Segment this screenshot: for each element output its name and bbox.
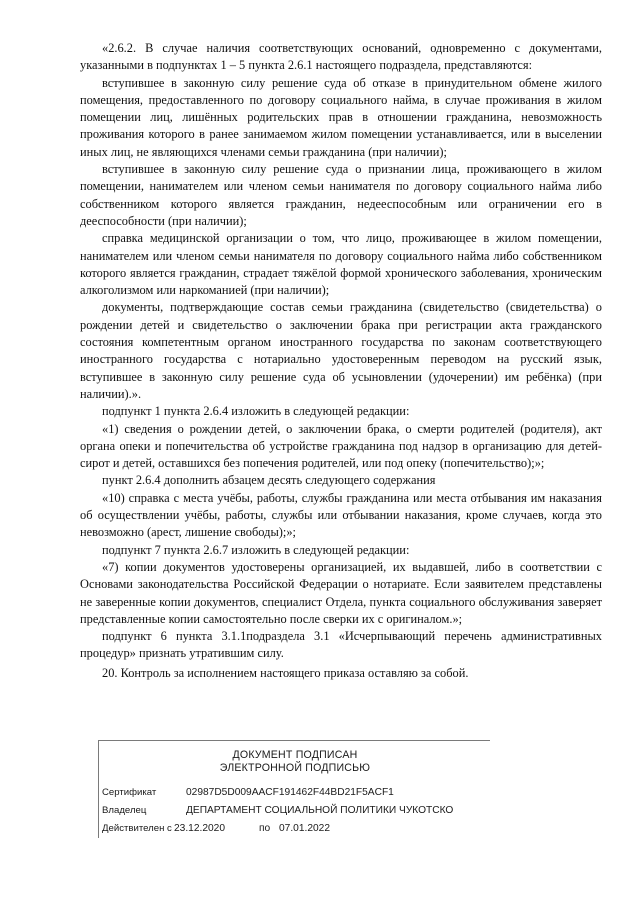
document-body — [80, 40, 602, 682]
owner-label: Владелец — [102, 805, 147, 816]
paragraph-control: 20. Контроль за исполнением настоящего приказа оставляю за собой. — [102, 665, 469, 680]
valid-from-date: 23.12.2020 — [174, 823, 225, 834]
paragraph-court-exchange: вступившее в законную силу решение суда об отказе в принудительном обмене жилого помещения, предоставленного по договору социального найма, в случае проживания в жилом помещении лиц, лишённых родительских прав в отношении гражданина, невозможность проживания которого в ранее занимаемом жилом помещении устанавливается, или в выселении иных лиц, не являющихся членами семьи гражданина (при наличии); — [80, 75, 602, 159]
paragraph-subpoint-7-intro: подпункт 7 пункта 2.6.7 изложить в следующей редакции: — [102, 542, 410, 557]
stamp-title-line-1: ДОКУМЕНТ ПОДПИСАН — [232, 749, 358, 761]
paragraph-subpoint-1-intro: подпункт 1 пункта 2.6.4 изложить в следующей редакции: — [102, 404, 410, 419]
stamp-title — [99, 749, 491, 774]
stamp-title-line-2: ЭЛЕКТРОННОЙ ПОДПИСЬЮ — [219, 761, 371, 774]
owner-value: ДЕПАРТАМЕНТ СОЦИАЛЬНОЙ ПОЛИТИКИ ЧУКОТСКО — [186, 805, 454, 816]
valid-separator: по — [259, 823, 271, 834]
paragraph-court-incapacity: вступившее в законную силу решение суда о признании лица, проживающего в жилом помещении, нанимателем или членом семьи нанимателя по договору социального найма либо собственником которого является гражданин, недееспособным или ограничении его в дееспособности (при наличии); — [80, 162, 602, 228]
paragraph-2-6-2: «2.6.2. В случае наличия соответствующих оснований, одновременно с документами, указанными в подпунктах 1 – 5 пункта 2.6.1 настоящего подраздела, представляются: — [80, 41, 602, 73]
electronic-signature-stamp — [98, 740, 490, 838]
valid-label: Действителен с — [102, 823, 172, 834]
paragraph-subpoint-6-repeal: подпункт 6 пункта 3.1.1подраздела 3.1 «Исчерпывающий перечень административных процедур» признать утратившим силу. — [80, 629, 602, 661]
paragraph-family-documents: документы, подтверждающие состав семьи гражданина (свидетельство (свидетельства) о рождении детей и свидетельство о заключении брака при регистрации акта гражданского состояния компетентным органом иностранного государства по законам соответствующего иностранного государства с нотариально удостоверенным переводом на русский язык, вступившее в законную силу решение суда об усыновлении (удочерении) им ребёнка) (при наличии).». — [80, 300, 602, 401]
certificate-label: Сертификат — [102, 787, 157, 798]
paragraph-subpoint-7-text: «7) копии документов удостоверены организацией, их выдавшей, либо в соответствии с Основами законодательства Российской Федерации о нотариате. Если заявителем представлены не заверенные копии документов, специалист Отдела, пункта социального обслуживания заверяет представленные копии самостоятельно после сверки их с оригиналом.»; — [80, 559, 602, 626]
paragraph-medical-certificate: справка медицинской организации о том, что лицо, проживающее в жилом помещении, нанимателем или членом семьи нанимателя по договору социального найма либо собственником которого является гражданин, страдает тяжёлой формой хронического заболевания, хроническим алкоголизмом или наркоманией (при наличии); — [80, 231, 602, 298]
paragraph-subpoint-1-text: «1) сведения о рождении детей, о заключении брака, о смерти родителей (родителя), акт органа опеки и попечительства об устройстве гражданина под надзор в организацию для детей-сирот и детей, оставшихся без попечения родителей, или под опеку (попечительство);»; — [80, 421, 602, 471]
valid-to-date: 07.01.2022 — [279, 823, 330, 834]
certificate-value: 02987D5D009AACF191462F44BD21F5ACF1 — [186, 787, 394, 798]
paragraph-point-10-text: «10) справка с места учёбы, работы, службы гражданина или места отбывания им наказания об осуществлении учёбы, работы, службы или отбывании наказания, кроме случаев, когда это невозможно (арест, лишение свободы);»; — [80, 490, 602, 540]
paragraph-point-10-intro: пункт 2.6.4 дополнить абзацем десять следующего содержания — [102, 473, 436, 488]
